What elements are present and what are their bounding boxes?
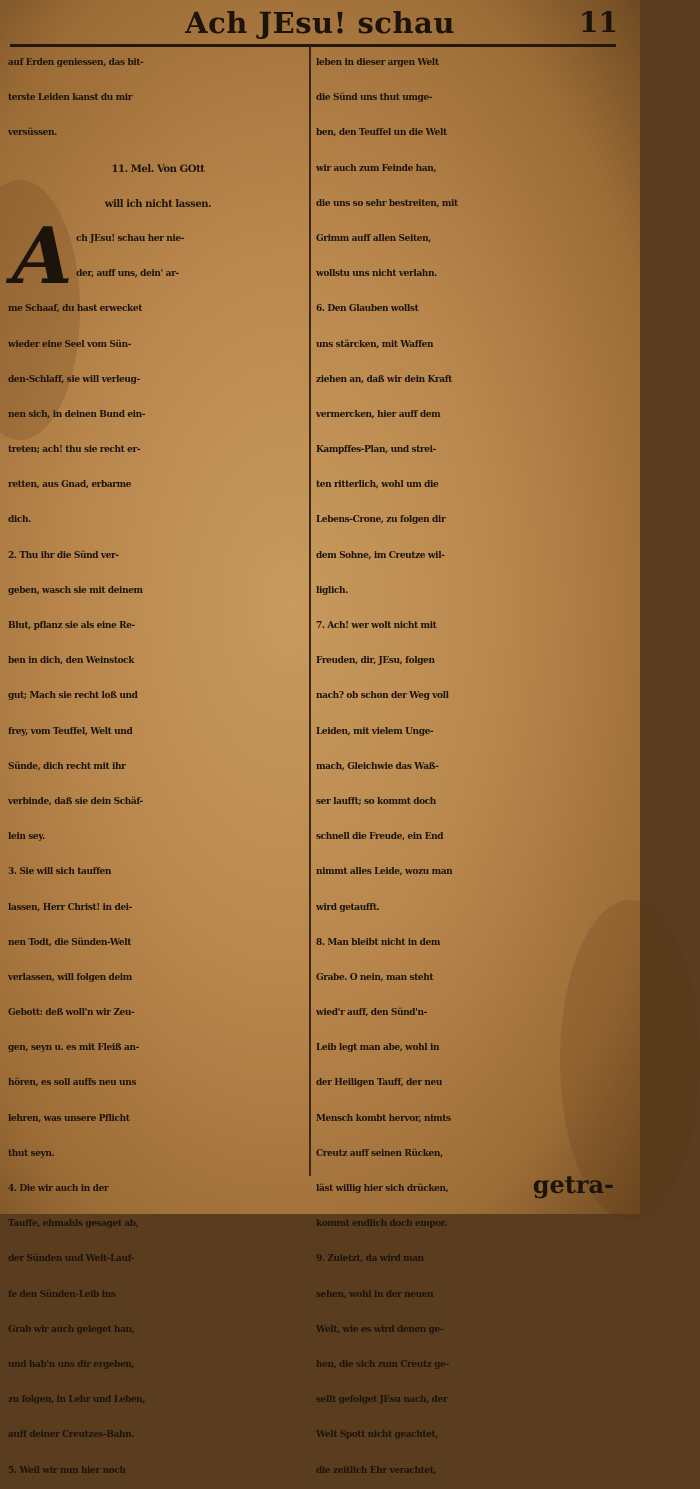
text-line: Leib legt man abe, wohl in	[316, 1043, 440, 1054]
text-line: Freuden, dir, JEsu, folgen	[316, 656, 435, 667]
hymn-heading-line: 11. Mel. Von GOtt	[111, 163, 205, 175]
text-line: läst willig hier sich drücken,	[316, 1184, 449, 1194]
text-line: Blut, pflanz sie als eine Re-	[8, 621, 135, 631]
text-line: Gebott: deß woll'n wir Zeu-	[8, 1008, 135, 1019]
text-line: verlassen, will folgen deim	[8, 972, 132, 983]
text-line: frey, vom Teuffel, Welt und	[8, 726, 133, 737]
text-line: versüssen.	[8, 128, 57, 139]
text-line-content: ch JEsu! schau her nie-	[76, 233, 185, 244]
text-line: 4. Die wir auch in der	[8, 1184, 109, 1194]
catchword: getra-	[532, 1170, 614, 1199]
text-line: sehen, wohl in der neuen	[316, 1289, 434, 1300]
text-line: 2. Thu ihr die Sünd ver-	[8, 550, 119, 561]
text-line: Grab wir auch geleget han,	[8, 1324, 135, 1335]
text-line: vermercken, hier auff dem	[316, 409, 441, 420]
text-line: 8. Man bleibt nicht in dem	[316, 937, 440, 948]
text-line: verbinde, daß sie dein Schäf-	[8, 796, 143, 807]
text-line: 7. Ach! wer wolt nicht mit	[316, 621, 437, 631]
text-line: 5. Weil wir nun hier noch	[8, 1465, 126, 1476]
text-line: wird getaufft.	[316, 902, 380, 913]
text-line: gut; Mach sie recht loß und	[8, 691, 138, 702]
text-line: ziehen an, daß wir dein Kraft	[316, 374, 452, 385]
text-line: der Sünden und Welt-Lauf-	[8, 1254, 135, 1265]
text-line: die zeitlich Ehr verachtet,	[316, 1465, 437, 1476]
text-line: Grabe. O nein, man steht	[316, 972, 434, 983]
text-line: auff deiner Creutzes-Bahn.	[8, 1430, 135, 1441]
text-line: gen, seyn u. es mit Fleiß an-	[8, 1043, 139, 1054]
running-title: Ach JEsu! schau	[185, 6, 455, 40]
text-line: der Heiligen Tauff, der neu	[316, 1078, 443, 1089]
text-line: Mensch kombt hervor, nimts	[316, 1113, 451, 1124]
text-line: Creutz auff seinen Rücken,	[316, 1148, 443, 1159]
text-line: retten, aus Gnad, erbarme	[8, 480, 132, 491]
text-line: Welt, wie es wird denen ge-	[316, 1324, 444, 1335]
text-line: ser laufft; so kommt doch	[316, 796, 436, 807]
text-line: zu folgen, in Lehr und Leben,	[8, 1395, 146, 1406]
page-number: 11	[579, 6, 618, 39]
text-line: mach, Gleichwie das Waß-	[316, 761, 439, 772]
text-line: wied'r auff, den Sünd'n-	[316, 1008, 428, 1019]
text-line: ben, den Teuffel un die Welt	[316, 128, 447, 139]
left-column	[8, 46, 308, 1489]
text-line: hen, die sich zum Creutz ge-	[316, 1359, 449, 1370]
text-line: lein sey.	[8, 832, 45, 843]
text-line: hören, es soll auffs neu uns	[8, 1078, 137, 1089]
text-line: Kampffes-Plan, und strei-	[316, 445, 436, 456]
text-line: Lebens-Crone, zu folgen dir	[316, 515, 446, 526]
text-line: sellt gefolget JEsu nach, der	[316, 1395, 448, 1406]
text-line: auf Erden geniessen, das bit-	[8, 58, 144, 68]
text-line: uns stärcken, mit Waffen	[316, 339, 434, 350]
text-line: nimmt alles Leide, wozu man	[316, 867, 453, 878]
text-line: geben, wasch sie mit deinem	[8, 585, 143, 596]
text-line: liglich.	[316, 585, 348, 596]
text-line: lassen, Herr Christ! in dei-	[8, 902, 133, 913]
text-line: Tauffe, ehmahls gesaget ab,	[8, 1219, 139, 1230]
text-line: kommt endlich doch empor.	[316, 1219, 448, 1230]
text-line: me Schaaf, du hast erwecket	[8, 304, 142, 315]
text-line: thut seyn.	[8, 1148, 55, 1159]
drop-cap-block	[8, 210, 308, 302]
text-line: lehren, was unsere Pflicht	[8, 1113, 130, 1124]
text-line: terste Leiden kanst du mir	[8, 93, 133, 104]
text-line: 9. Zuletzt, da wird man	[316, 1254, 424, 1265]
text-line: und hab'n uns dir ergeben,	[8, 1359, 135, 1370]
text-line: ten ritterlich, wohl um die	[316, 480, 439, 491]
text-line: dem Sohne, im Creutze wil-	[316, 550, 445, 561]
text-line: Grimm auff allen Seiten,	[316, 233, 431, 244]
text-line: nen Todt, die Sünden-Welt	[8, 937, 131, 948]
text-line: die uns so sehr bestreiten, mit	[316, 198, 458, 209]
text-line: wieder eine Seel vom Sün-	[8, 339, 132, 350]
text-line: Welt Spott nicht geachtet,	[316, 1430, 438, 1441]
right-column	[316, 46, 616, 1489]
text-line: schnell die Freude, ein End	[316, 832, 444, 843]
text-line: leben in dieser argen Welt	[316, 58, 439, 68]
text-line: 6. Den Glauben wollst	[316, 304, 419, 315]
text-line: 3. Sie will sich tauffen	[8, 867, 112, 878]
text-line: dich.	[8, 515, 31, 526]
text-line: die Sünd uns thut umge-	[316, 93, 433, 104]
text-line: Leiden, mit vielem Unge-	[316, 726, 434, 737]
text-line: den-Schlaff, sie will verleug-	[8, 374, 140, 385]
text-line: Sünde, dich recht mit ihr	[8, 761, 126, 772]
drop-cap: A	[12, 210, 73, 302]
text-line: treten; ach! thu sie recht er-	[8, 445, 141, 456]
running-header	[0, 4, 640, 46]
text-line: fe den Sünden-Leib ins	[8, 1289, 116, 1300]
text-line: ben in dich, den Weinstock	[8, 656, 135, 667]
text-line: nen sich, in deinen Bund ein-	[8, 409, 146, 420]
text-line: wir auch zum Feinde han,	[316, 163, 437, 174]
text-line: der, auff uns, dein' ar-	[76, 269, 179, 280]
text-line: nach? ob schon der Weg voll	[316, 691, 449, 702]
column-divider	[309, 46, 311, 1176]
text-line: wollstu uns nicht verlahn.	[316, 269, 437, 280]
hymn-heading-line: will ich nicht lassen.	[104, 198, 212, 210]
